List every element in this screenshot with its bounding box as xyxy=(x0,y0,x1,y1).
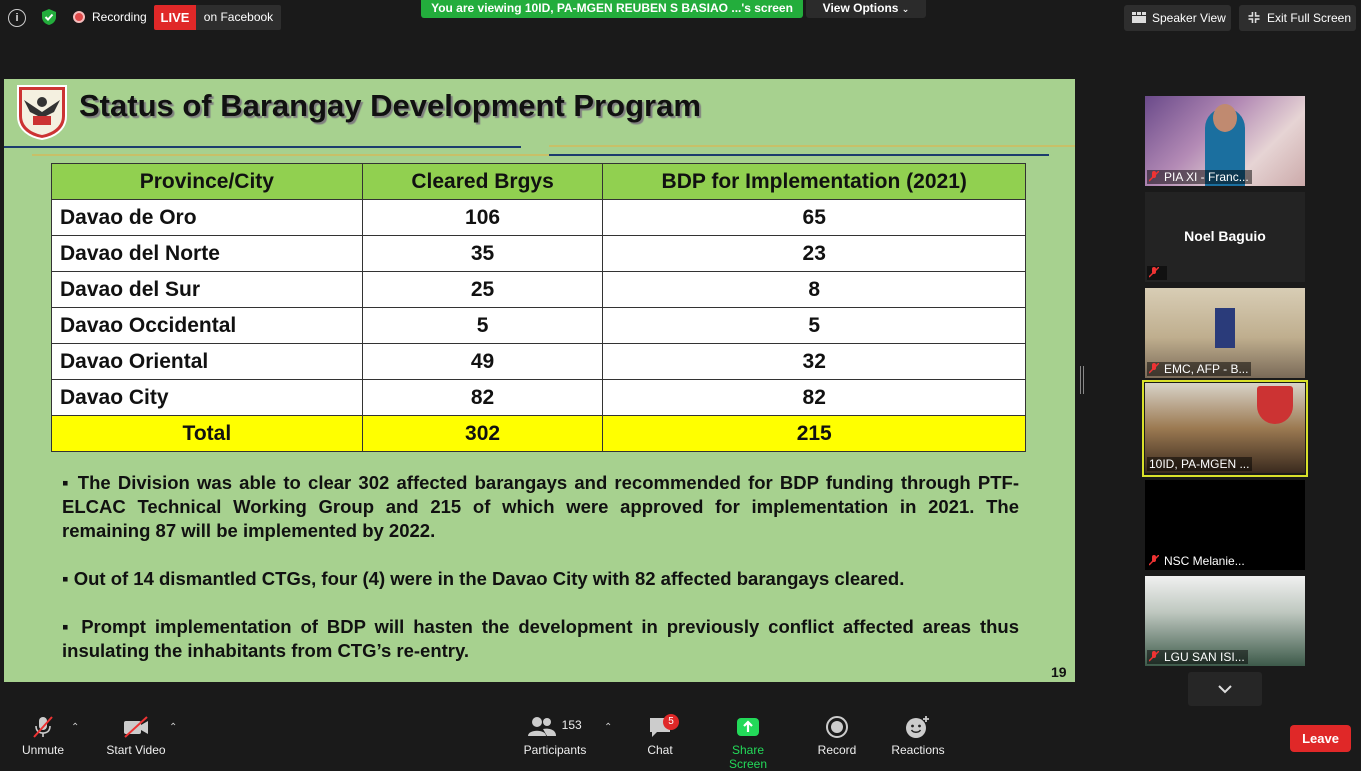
security-shield-icon[interactable] xyxy=(40,8,58,26)
participant-name: PIA XI - Franc... xyxy=(1147,170,1252,184)
reactions-label: Reactions xyxy=(891,743,945,757)
muted-mic-icon xyxy=(1149,555,1159,566)
participants-options-caret[interactable]: ⌃ xyxy=(604,722,613,733)
chevron-down-icon: ⌄ xyxy=(901,4,910,14)
cleared-cell: 106 xyxy=(362,200,603,236)
live-badge[interactable]: LIVE xyxy=(154,5,196,30)
viewing-screen-banner: You are viewing 10ID, PA-MGEN REUBEN S BASIAO ...'s screen xyxy=(421,0,803,18)
live-platform-label[interactable]: on Facebook xyxy=(196,5,281,30)
chat-unread-badge: 5 xyxy=(663,714,679,730)
cleared-cell: 5 xyxy=(362,308,603,344)
gallery-scroll-down-button[interactable] xyxy=(1188,672,1262,706)
table-row xyxy=(52,380,1026,416)
slide-bullets xyxy=(62,471,1019,687)
province-cell: Davao Occidental xyxy=(52,308,363,344)
speaker-view-label: Speaker View xyxy=(1152,11,1226,25)
total-label-cell: Total xyxy=(52,416,363,452)
bdp-cell: 5 xyxy=(603,308,1026,344)
participant-tile-active-speaker[interactable] xyxy=(1145,383,1305,473)
bdp-cell: 82 xyxy=(603,380,1026,416)
bdp-cell: 65 xyxy=(603,200,1026,236)
province-cell: Davao Oriental xyxy=(52,344,363,380)
participant-display-name: Noel Baguio xyxy=(1184,228,1266,244)
recording-dot-icon xyxy=(73,11,85,23)
participant-name xyxy=(1147,266,1167,280)
title-divider xyxy=(4,146,521,148)
table-row xyxy=(52,308,1026,344)
recording-label[interactable]: Recording xyxy=(92,10,147,24)
participant-name: 10ID, PA-MGEN ... xyxy=(1147,457,1252,471)
bdp-status-table xyxy=(51,163,1026,452)
muted-mic-icon xyxy=(1149,267,1159,278)
smiley-plus-icon xyxy=(905,715,931,739)
bdp-cell: 8 xyxy=(603,272,1026,308)
title-divider xyxy=(32,154,551,156)
participants-label: Participants xyxy=(523,743,587,757)
share-screen-icon xyxy=(736,715,760,739)
record-label: Record xyxy=(817,743,857,757)
table-row xyxy=(52,344,1026,380)
province-cell: Davao City xyxy=(52,380,363,416)
video-options-caret[interactable]: ⌃ xyxy=(169,722,178,733)
table-row xyxy=(52,236,1026,272)
muted-mic-icon xyxy=(1149,363,1159,374)
participant-name: EMC, AFP - B... xyxy=(1147,362,1251,376)
video-off-icon xyxy=(122,715,150,739)
slide-title: Status of Barangay Development Program xyxy=(79,88,701,123)
audio-options-caret[interactable]: ⌃ xyxy=(71,722,80,733)
cleared-cell: 35 xyxy=(362,236,603,272)
participants-button[interactable] xyxy=(522,715,588,757)
start-video-label: Start Video xyxy=(106,743,166,757)
bullet-point: ▪ Out of 14 dismantled CTGs, four (4) were in the Davao City with 82 affected barangays cleared. xyxy=(62,568,905,589)
speaker-view-icon xyxy=(1132,12,1146,23)
total-cleared-cell: 302 xyxy=(362,416,603,452)
participant-video-flag xyxy=(1215,308,1235,348)
province-cell: Davao de Oro xyxy=(52,200,363,236)
reactions-button[interactable] xyxy=(889,715,947,757)
participant-video-face xyxy=(1213,104,1237,132)
title-divider xyxy=(549,145,1075,147)
share-screen-label: Share Screen xyxy=(728,743,768,771)
chat-label: Chat xyxy=(647,743,673,757)
leave-meeting-button[interactable]: Leave xyxy=(1290,725,1351,752)
exit-full-screen-icon xyxy=(1247,12,1261,23)
start-video-button[interactable] xyxy=(104,715,168,757)
bullet-point: ▪ The Division was able to clear 302 affected barangays and recommended for BDP funding through PTF-ELCAC Technical Working Group and 215 of which were approved for implementation in 2021. The remaining 87 will be implemented by 2022. xyxy=(62,472,1019,541)
muted-microphone-icon xyxy=(31,715,55,739)
slide-page-number: 19 xyxy=(1051,664,1067,680)
participant-name: NSC Melanie... xyxy=(1147,554,1248,568)
muted-mic-icon xyxy=(1149,651,1159,662)
unmute-button[interactable] xyxy=(18,715,68,757)
exit-full-screen-label: Exit Full Screen xyxy=(1267,11,1352,25)
participants-count: 153 xyxy=(561,718,582,732)
participant-tile[interactable] xyxy=(1145,96,1305,186)
province-cell: Davao del Sur xyxy=(52,272,363,308)
table-header-row xyxy=(52,164,1026,200)
participant-video-emblem xyxy=(1257,386,1293,424)
unmute-label: Unmute xyxy=(21,743,65,757)
division-emblem-logo xyxy=(14,82,70,140)
bullet-point: ▪ Prompt implementation of BDP will hasten the development in previously conflict affected areas thus insulating the inhabitants from CTG’s re-entry. xyxy=(62,616,1019,661)
view-options-label: View Options xyxy=(822,1,899,15)
exit-full-screen-button[interactable] xyxy=(1239,5,1356,31)
cleared-cell: 49 xyxy=(362,344,603,380)
column-header: Cleared Brgys xyxy=(362,164,603,200)
participant-tile[interactable] xyxy=(1145,480,1305,570)
record-icon xyxy=(825,715,849,739)
province-cell: Davao del Norte xyxy=(52,236,363,272)
participant-tile[interactable] xyxy=(1145,576,1305,666)
total-bdp-cell: 215 xyxy=(603,416,1026,452)
table-row xyxy=(52,272,1026,308)
participants-icon xyxy=(528,715,556,737)
info-icon[interactable]: i xyxy=(8,9,26,27)
bdp-cell: 23 xyxy=(603,236,1026,272)
column-header: BDP for Implementation (2021) xyxy=(603,164,1026,200)
column-header: Province/City xyxy=(52,164,363,200)
shared-slide xyxy=(4,79,1075,682)
chevron-down-icon xyxy=(1188,672,1262,706)
speaker-view-button[interactable] xyxy=(1124,5,1231,31)
title-divider xyxy=(549,154,1049,156)
muted-mic-icon xyxy=(1149,171,1159,182)
table-row xyxy=(52,200,1026,236)
view-options-button[interactable] xyxy=(806,0,926,18)
panel-resize-handle[interactable] xyxy=(1080,366,1084,394)
cleared-cell: 25 xyxy=(362,272,603,308)
bdp-cell: 32 xyxy=(603,344,1026,380)
participant-name: LGU SAN ISI... xyxy=(1147,650,1248,664)
record-button[interactable] xyxy=(816,715,858,757)
participant-tile[interactable] xyxy=(1145,192,1305,282)
table-total-row xyxy=(52,416,1026,452)
cleared-cell: 82 xyxy=(362,380,603,416)
participant-tile[interactable] xyxy=(1145,288,1305,378)
